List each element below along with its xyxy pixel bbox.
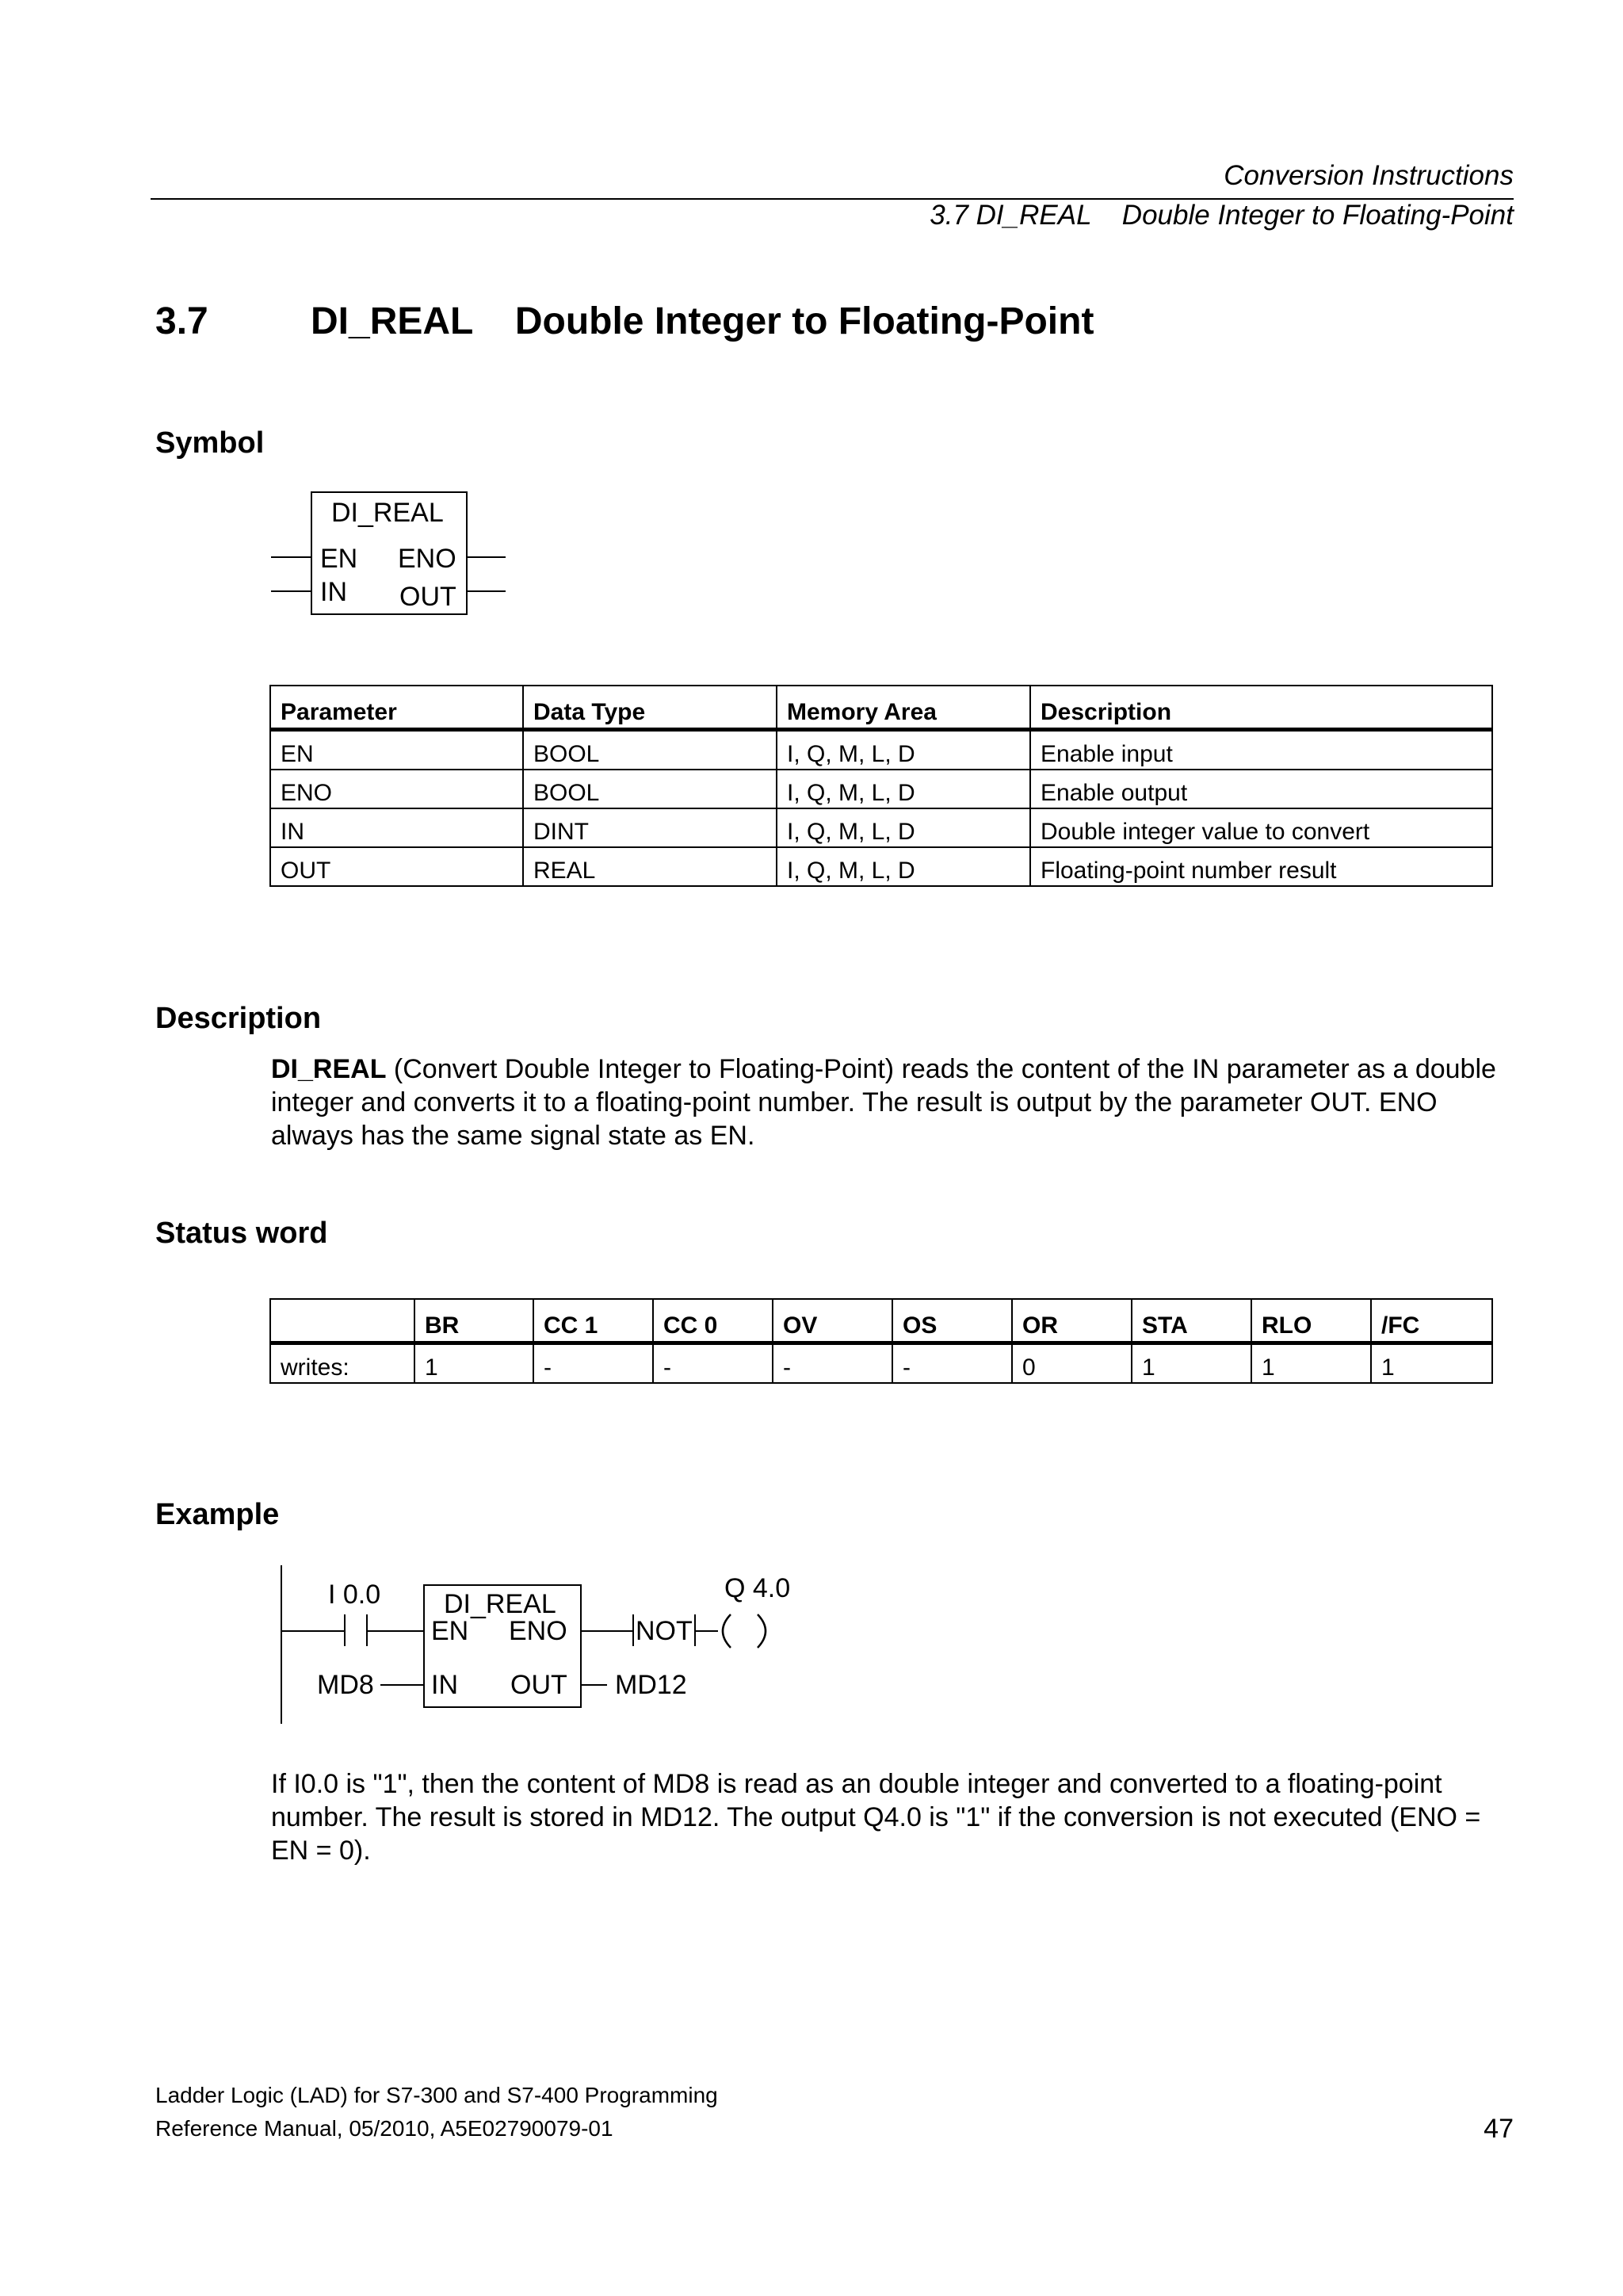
example-out-label: OUT — [510, 1670, 567, 1700]
example-in-label: IN — [431, 1670, 458, 1700]
symbol-en-label: EN — [320, 544, 358, 574]
symbol-eno-label: ENO — [398, 544, 456, 574]
coil-icon — [713, 1613, 785, 1649]
table-cell: I, Q, M, L, D — [777, 847, 1030, 886]
status-word-header — [270, 1299, 1492, 1343]
example-heading: Example — [155, 1498, 280, 1531]
table-cell: - — [773, 1343, 892, 1384]
contact-label: I 0.0 — [328, 1580, 381, 1610]
symbol-box-title: DI_REAL — [331, 498, 444, 528]
table-cell: Floating-point number result — [1030, 847, 1492, 886]
column-header: OV — [773, 1299, 892, 1343]
status-word-heading: Status word — [155, 1217, 328, 1250]
table-cell: OUT — [270, 847, 523, 886]
table-cell: - — [533, 1343, 653, 1384]
out-operand-label: MD12 — [615, 1670, 687, 1700]
table-cell: Enable input — [1030, 730, 1492, 770]
example-box-title: DI_REAL — [444, 1589, 556, 1619]
eno-rung-line — [580, 1630, 632, 1632]
table-cell: - — [653, 1343, 773, 1384]
column-header: Parameter — [270, 686, 523, 730]
table-cell: 1 — [1371, 1343, 1492, 1384]
eno-output-line — [466, 556, 506, 558]
running-header-section: 3.7 DI_REAL Double Integer to Floating-Point — [930, 200, 1514, 231]
table-cell: Double integer value to convert — [1030, 808, 1492, 847]
out-output-line — [466, 590, 506, 592]
description-paragraph — [271, 1052, 1507, 1152]
table-row — [270, 730, 1492, 770]
table-cell: DINT — [523, 808, 777, 847]
rung-line-to-en — [366, 1630, 423, 1632]
running-header-chapter: Conversion Instructions — [1224, 160, 1514, 191]
table-row — [270, 847, 1492, 886]
column-header: OS — [892, 1299, 1012, 1343]
example-paragraph: If I0.0 is "1", then the content of MD8 is read as an double integer and converted to a floating-point number. The result is stored in MD12. The output Q4.0 is "1" if the conversion is not executed (ENO = EN = 0). — [271, 1769, 1481, 1866]
column-header: /FC — [1371, 1299, 1492, 1343]
symbol-heading: Symbol — [155, 426, 265, 460]
table-row — [270, 808, 1492, 847]
column-header: Description — [1030, 686, 1492, 730]
power-rail — [281, 1565, 282, 1724]
column-header: RLO — [1251, 1299, 1371, 1343]
coil-label: Q 4.0 — [724, 1573, 791, 1603]
section-number: 3.7 — [155, 300, 208, 342]
column-header: Data Type — [523, 686, 777, 730]
symbol-out-label: OUT — [399, 582, 456, 612]
rung-line — [281, 1630, 344, 1632]
column-header: CC 1 — [533, 1299, 653, 1343]
column-header: OR — [1012, 1299, 1132, 1343]
not-label: NOT — [636, 1616, 693, 1646]
symbol-diagram — [271, 491, 509, 626]
en-input-line — [271, 556, 311, 558]
column-header: CC 0 — [653, 1299, 773, 1343]
example-eno-label: ENO — [509, 1616, 567, 1646]
not-left-bar — [632, 1614, 634, 1646]
column-header: STA — [1132, 1299, 1251, 1343]
description-lead: DI_REAL — [271, 1054, 387, 1084]
table-row — [270, 770, 1492, 808]
column-header: BR — [414, 1299, 533, 1343]
table-cell: Enable output — [1030, 770, 1492, 808]
description-heading: Description — [155, 1002, 322, 1035]
table-cell: ENO — [270, 770, 523, 808]
example-en-label: EN — [431, 1616, 469, 1646]
in-operand-label: MD8 — [317, 1670, 374, 1700]
footer-line-2: Reference Manual, 05/2010, A5E02790079-01 — [155, 2116, 613, 2141]
in-input-line — [271, 590, 311, 592]
footer-line-1: Ladder Logic (LAD) for S7-300 and S7-400 Programming — [155, 2083, 718, 2107]
parameter-table — [269, 685, 1493, 887]
status-word-table — [269, 1298, 1493, 1384]
in-operand-line — [380, 1684, 423, 1686]
table-cell: 0 — [1012, 1343, 1132, 1384]
table-cell: I, Q, M, L, D — [777, 808, 1030, 847]
table-cell: IN — [270, 808, 523, 847]
column-header — [270, 1299, 414, 1343]
table-cell: REAL — [523, 847, 777, 886]
table-cell: writes: — [270, 1343, 414, 1384]
out-operand-line — [580, 1684, 607, 1686]
table-row — [270, 1343, 1492, 1384]
page-number: 47 — [1484, 2114, 1514, 2144]
table-cell: EN — [270, 730, 523, 770]
table-cell: 1 — [1251, 1343, 1371, 1384]
symbol-in-label: IN — [320, 577, 347, 607]
table-cell: 1 — [1132, 1343, 1251, 1384]
description-text: (Convert Double Integer to Floating-Point) reads the content of the IN parameter as a double integer and converts it to a floating-point number. The result is output by the parameter OUT. ENO always has the same signal state as EN. — [271, 1054, 1496, 1151]
table-cell: - — [892, 1343, 1012, 1384]
table-cell: BOOL — [523, 730, 777, 770]
table-cell: I, Q, M, L, D — [777, 730, 1030, 770]
column-header: Memory Area — [777, 686, 1030, 730]
parameter-table-header — [270, 686, 1492, 730]
contact-left-bar — [344, 1614, 346, 1646]
table-cell: I, Q, M, L, D — [777, 770, 1030, 808]
section-title: DI_REAL Double Integer to Floating-Point — [311, 300, 1094, 342]
example-ladder-diagram — [269, 1565, 840, 1732]
table-cell: 1 — [414, 1343, 533, 1384]
table-cell: BOOL — [523, 770, 777, 808]
